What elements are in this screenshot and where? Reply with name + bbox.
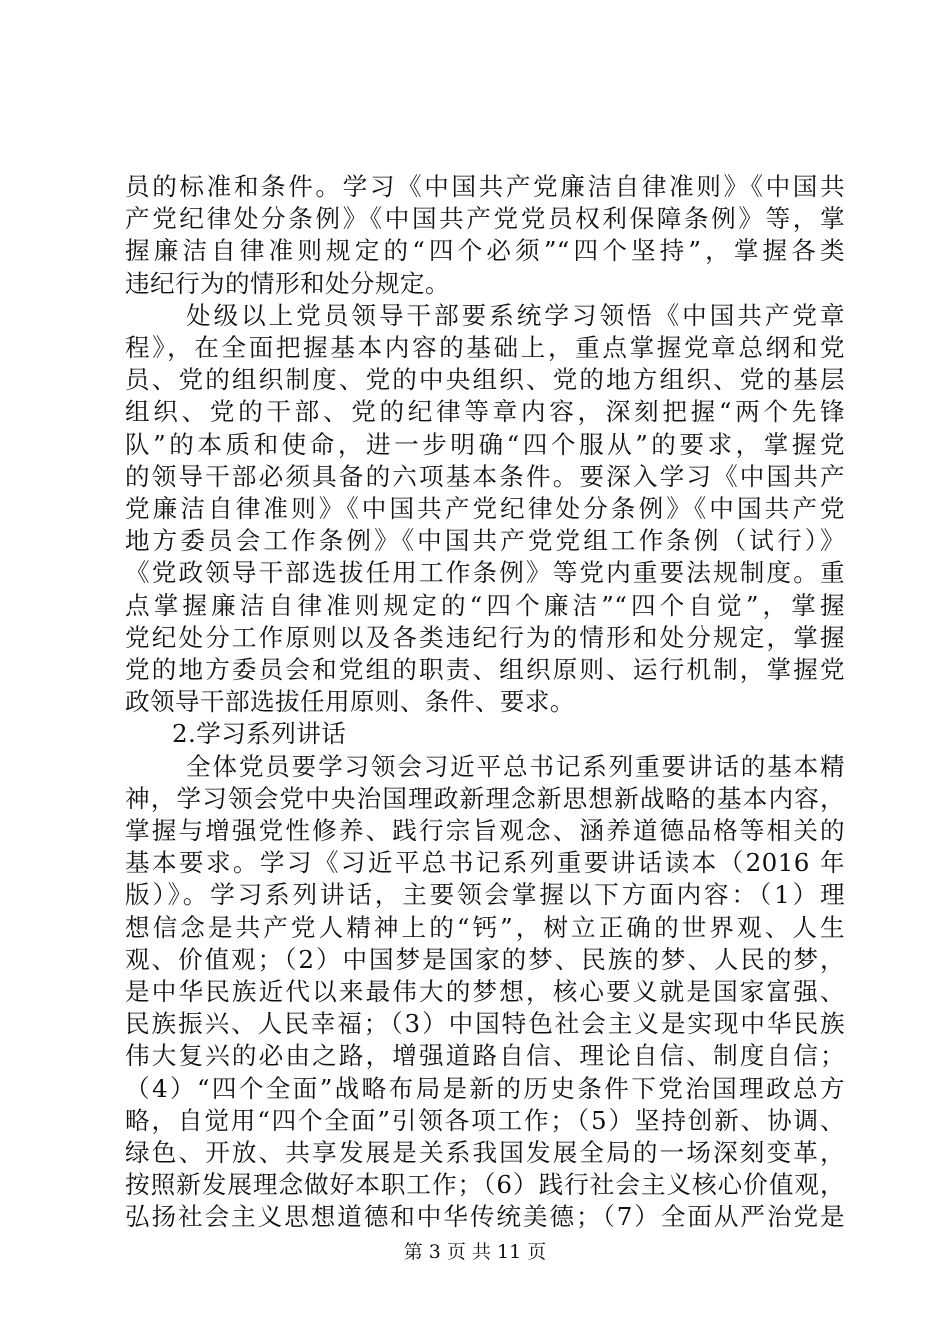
text-line: 点掌握廉洁自律准则规定的“四个廉洁”“四个自觉”，掌握 <box>125 590 845 620</box>
text-line: 神，学习领会党中央治国理政新理念新思想新战略的基本内容， <box>125 783 845 813</box>
text-line: 队”的本质和使命，进一步明确“四个服从”的要求，掌握党 <box>125 429 845 459</box>
text-line: 按照新发展理念做好本职工作；（6）践行社会主义核心价值观， <box>125 1170 845 1200</box>
text-line: 违纪行为的情形和处分规定。 <box>125 268 450 298</box>
text-line: 基本要求。学习《习近平总书记系列重要讲话读本（2016 年 <box>125 848 845 878</box>
text-line: 《党政领导干部选拔任用工作条例》等党内重要法规制度。重 <box>125 558 845 588</box>
text-line: 程》，在全面把握基本内容的基础上，重点掌握党章总纲和党 <box>125 333 845 362</box>
paragraph-first-line: 全体党员要学习领会习近平总书记系列重要讲话的基本精 <box>186 751 845 781</box>
page-footer: 第 3 页 共 11 页 <box>403 1240 547 1263</box>
paragraph-first-line: 处级以上党员领导干部要系统学习领悟《中国共产党章 <box>186 300 845 330</box>
section-heading: 2.学习系列讲话 <box>172 719 347 749</box>
text-line: 版）》。学习系列讲话，主要领会掌握以下方面内容：（1）理 <box>125 880 845 910</box>
text-line: 组织、党的干部、党的纪律等章内容，深刻把握“两个先锋 <box>125 397 845 427</box>
text-line: 员、党的组织制度、党的中央组织、党的地方组织、党的基层 <box>125 365 845 395</box>
text-line: 握廉洁自律准则规定的“四个必须”“四个坚持”，掌握各类 <box>125 236 845 266</box>
text-line: 是中华民族近代以来最伟大的梦想，核心要义就是国家富强、 <box>125 977 845 1006</box>
text-line: 的领导干部必须具备的六项基本条件。要深入学习《中国共产 <box>125 461 845 491</box>
text-line: 观、价值观；（2）中国梦是国家的梦、民族的梦、人民的梦， <box>125 944 845 974</box>
text-line: 政领导干部选拔任用原则、条件、要求。 <box>125 687 575 717</box>
text-line: 绿色、开放、共享发展是关系我国发展全局的一场深刻变革， <box>125 1138 845 1167</box>
text-line: 略，自觉用“四个全面”引领各项工作；（5）坚持创新、协调、 <box>125 1105 845 1135</box>
text-line: 员的标准和条件。学习《中国共产党廉洁自律准则》《中国共 <box>125 172 845 201</box>
text-line: 党纪处分工作原则以及各类违纪行为的情形和处分规定，掌握 <box>125 622 845 652</box>
text-line: 党的地方委员会和党组的职责、组织原则、运行机制，掌握党 <box>125 655 845 684</box>
text-line: 想信念是共产党人精神上的“钙”，树立正确的世界观、人生 <box>125 912 845 942</box>
text-line: 民族振兴、人民幸福；（3）中国特色社会主义是实现中华民族 <box>125 1009 845 1039</box>
text-line: 产党纪律处分条例》《中国共产党党员权利保障条例》等，掌 <box>125 204 845 234</box>
text-line: 弘扬社会主义思想道德和中华传统美德；（7）全面从严治党是 <box>125 1202 845 1232</box>
text-line: 掌握与增强党性修养、践行宗旨观念、涵养道德品格等相关的 <box>125 816 845 845</box>
text-line: （4）“四个全面”战略布局是新的历史条件下党治国理政总方 <box>125 1073 845 1103</box>
text-line: 地方委员会工作条例》《中国共产党党组工作条例（试行）》 <box>125 526 845 556</box>
text-line: 党廉洁自律准则》《中国共产党纪律处分条例》《中国共产党 <box>125 494 845 523</box>
text-line: 伟大复兴的必由之路，增强道路自信、理论自信、制度自信； <box>125 1041 845 1071</box>
